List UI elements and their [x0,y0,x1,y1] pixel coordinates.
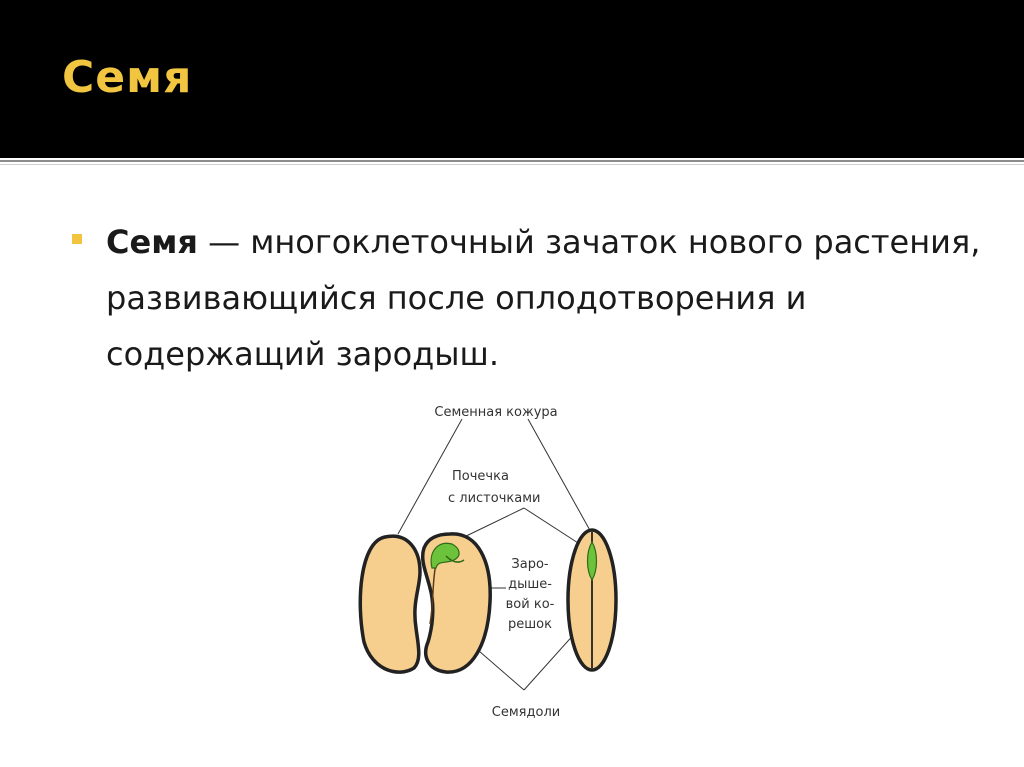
side-sprout-icon [588,542,597,580]
label-cotyledons: Семядоли [491,705,561,720]
label-bud-line2: с листочками [448,491,541,506]
label-root-line1: Заро- [511,557,549,572]
label-root-line2: дыше- [508,577,552,592]
definition-paragraph [106,214,986,382]
leader-cotyledon-right [524,632,576,690]
leader-bud-left [460,508,524,539]
slide-title: Семя [62,52,193,103]
divider-line-thin [0,164,1024,165]
definition-text: — многоклеточный зачаток нового растения, развивающийся после оплодотворения и содержащий зародыш. [106,223,981,373]
divider-line [0,160,1024,162]
label-seed-coat: Семенная кожура [434,405,558,420]
bullet-marker [72,234,82,244]
seed-half-left [360,536,420,672]
definition-term: Семя [106,223,198,261]
label-bud-line1: Почечка [452,469,509,484]
label-root-line4: решок [508,617,552,632]
seed-structure-diagram [340,392,640,732]
label-root-line3: вой ко- [505,597,555,612]
